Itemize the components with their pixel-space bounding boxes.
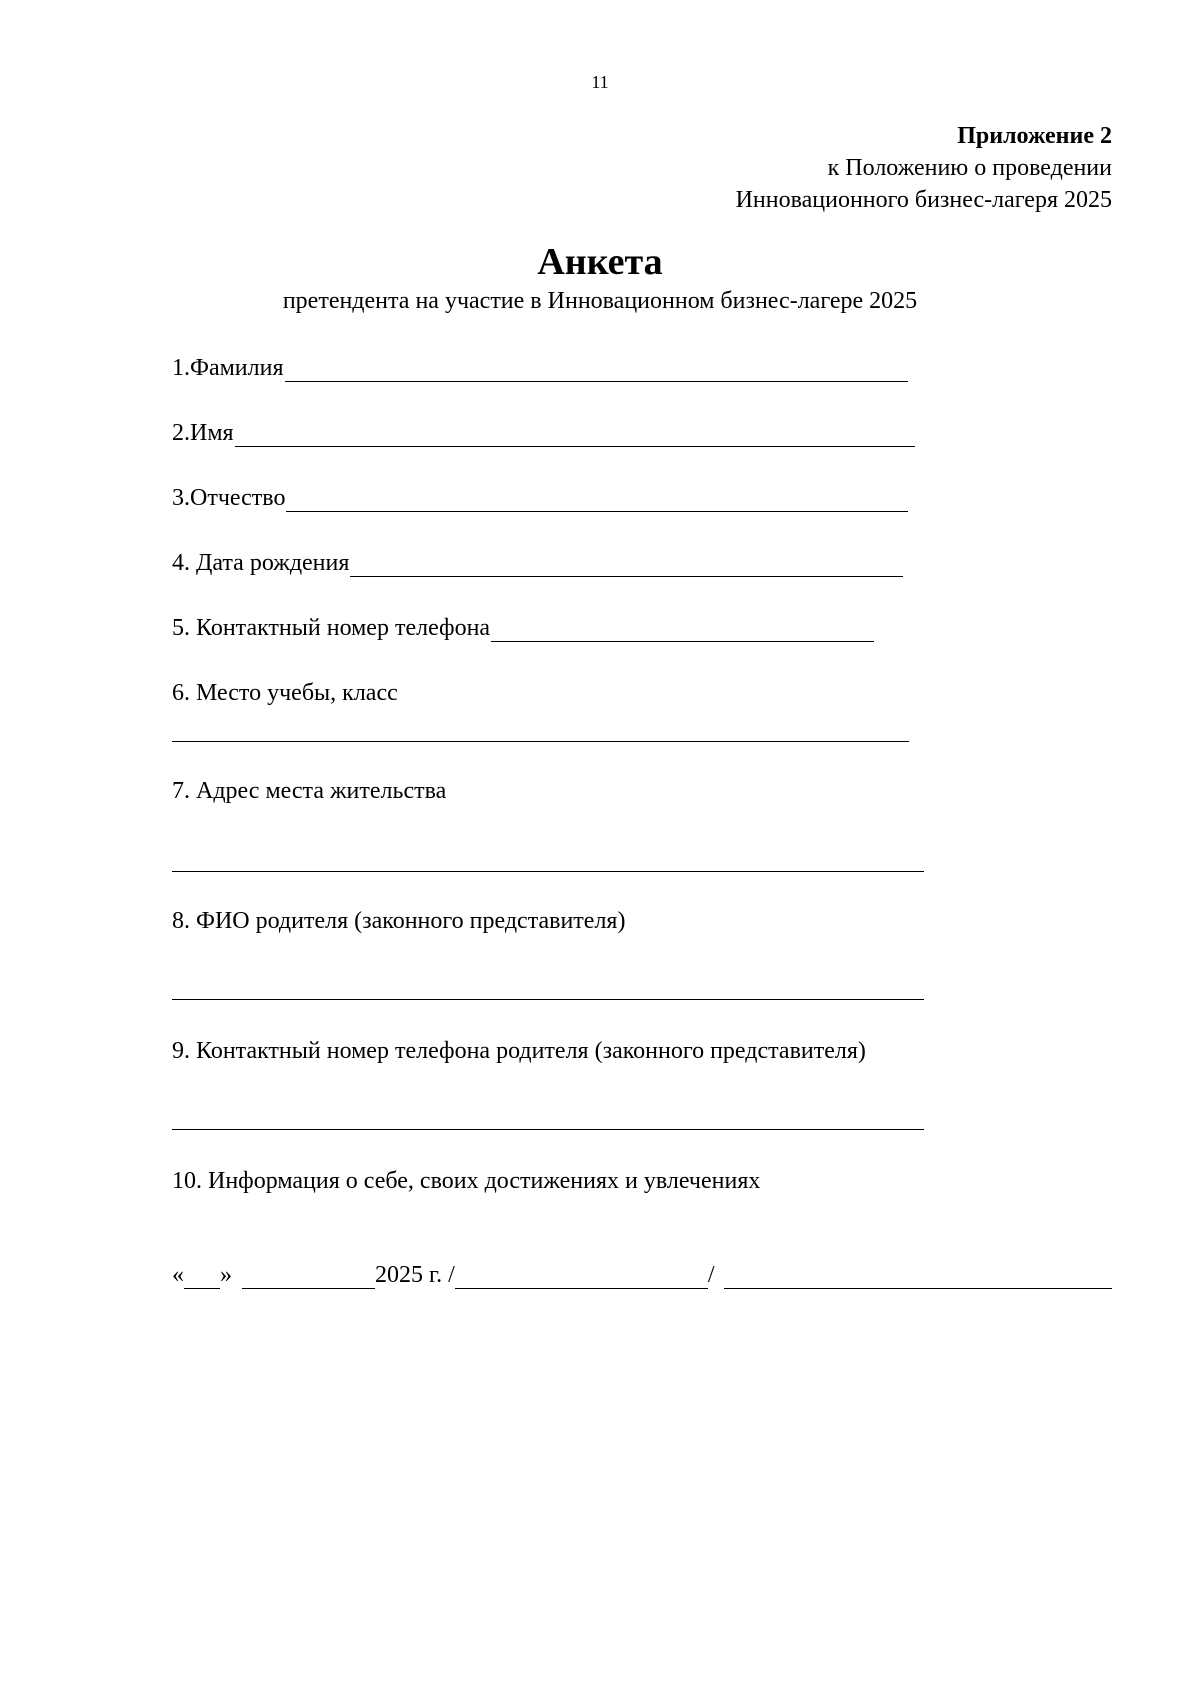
form-subtitle: претендента на участие в Инновационном бизнес-лагере 2025 <box>282 288 918 314</box>
appendix-line-1: к Положению о проведении <box>827 155 1112 181</box>
phone-field <box>172 615 874 642</box>
surname-label: 1.Фамилия <box>172 355 284 381</box>
surname-input-line[interactable] <box>285 355 908 382</box>
parent-name-label: 8. ФИО родителя (законного представителя) <box>172 908 626 934</box>
birthdate-field <box>172 550 903 577</box>
page-number: 11 <box>591 72 609 92</box>
name-input-line[interactable] <box>235 420 915 447</box>
name-field <box>172 420 915 447</box>
patronymic-field <box>172 485 908 512</box>
date-quote-open: « <box>172 1262 184 1288</box>
month-input-line[interactable] <box>242 1262 375 1289</box>
address-input-line[interactable] <box>172 871 924 872</box>
signature-name-input-line[interactable] <box>724 1262 1112 1289</box>
signature-row <box>172 1262 1112 1289</box>
name-label: 2.Имя <box>172 420 234 446</box>
birthdate-label: 4. Дата рождения <box>172 550 350 576</box>
appendix-block <box>736 120 1112 216</box>
date-quote-close: » <box>220 1262 232 1288</box>
phone-input-line[interactable] <box>491 615 874 642</box>
day-input-line[interactable] <box>184 1262 220 1289</box>
phone-label: 5. Контактный номер телефона <box>172 615 491 641</box>
surname-field <box>172 355 908 382</box>
form-title: Анкета <box>537 241 663 283</box>
signature-slash: / <box>707 1262 715 1288</box>
parent-name-input-line[interactable] <box>172 999 924 1000</box>
patronymic-input-line[interactable] <box>286 485 908 512</box>
signature-input-line[interactable] <box>455 1262 708 1289</box>
address-label: 7. Адрес места жительства <box>172 778 447 804</box>
parent-phone-label: 9. Контактный номер телефона родителя (законного представителя) <box>172 1038 866 1064</box>
appendix-title: Приложение 2 <box>957 123 1112 149</box>
about-label: 10. Информация о себе, своих достижениях и увлечениях <box>172 1168 761 1194</box>
date-year: 2025 г. / <box>375 1262 455 1288</box>
patronymic-label: 3.Отчество <box>172 485 286 511</box>
birthdate-input-line[interactable] <box>350 550 903 577</box>
school-input-line[interactable] <box>172 741 909 742</box>
parent-phone-input-line[interactable] <box>172 1129 924 1130</box>
school-label: 6. Место учебы, класс <box>172 680 398 706</box>
appendix-line-2: Инновационного бизнес-лагеря 2025 <box>735 187 1112 213</box>
